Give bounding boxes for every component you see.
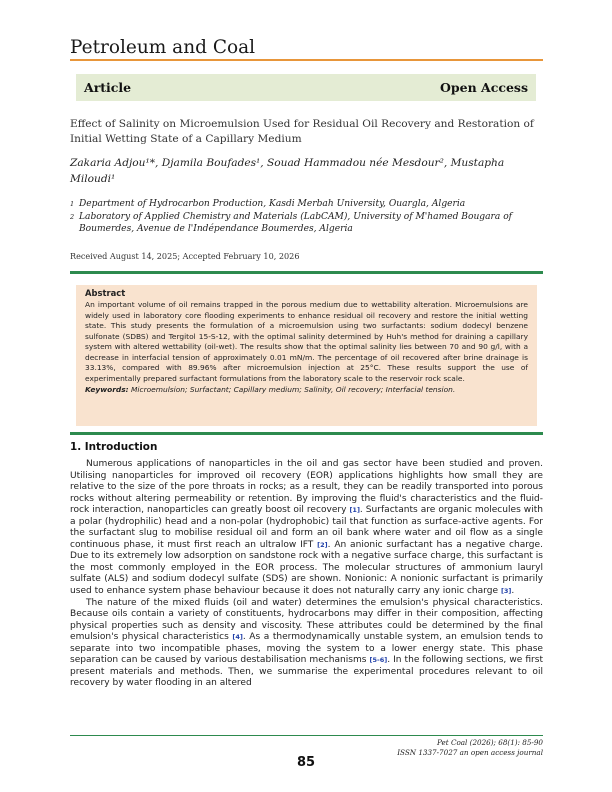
section-heading-introduction: 1. Introduction (70, 441, 158, 453)
paragraph: The nature of the mixed fluids (oil and water) determines the emulsion's physical characteristics. Because oils contain a variety of constituents, hydrocarbons may differ in their composition, affecting physical properties such as density and viscosity. These attributes could be determined by the final emulsion's physical characteristics [4]. As a thermodynamically unstable system, an emulsion tends to separate into two incompatible phases, moving the system to a lower energy state. This phase separation can be caused by various destabilisation mechanisms [5-6]. In the following sections, we first present materials and methods. Then, we summarise the experimental procedures relevant to oil recovery by water flooding in an altered (70, 597, 543, 689)
keywords (85, 385, 528, 396)
keywords-label: Keywords: (85, 385, 129, 394)
citation-ref[interactable]: [2] (317, 540, 328, 549)
affiliation-item (70, 211, 548, 236)
author-list: Zakaria Adjou¹*, Djamila Boufades¹, Souad Hammadou née Mesdour², Mustapha Miloudi¹ (70, 157, 505, 185)
header-rule (70, 59, 543, 61)
affiliations (70, 198, 548, 236)
journal-name: Petroleum and Coal (70, 37, 256, 58)
affiliation-number: 1 (70, 200, 75, 208)
introduction-body (70, 459, 543, 690)
abstract-heading: Abstract (85, 288, 126, 298)
paper-title: Effect of Salinity on Microemulsion Used for Residual Oil Recovery and Restoration of Initial Wetting State of a Capillary Medium (70, 118, 534, 145)
received-dates: Received August 14, 2025; Accepted February 10, 2026 (70, 251, 300, 261)
paragraph: Numerous applications of nanoparticles in the oil and gas sector have been studied and proven. Utilising nanoparticles for improved oil recovery (EOR) applications highlights how small they are relative to the size of the pore throats in rocks; as a result, they can be readily transported into porous rocks without altering permeability or retention. By improving the fluid's characteristics and the fluid-rock interaction, nanoparticles can greatly boost oil recovery [1]. Surfactants are organic molecules with a polar (hydrophilic) head and a non-polar (hydrophobic) tail that function as surface-active agents. For the surfactant slug to mobilise residual oil and form an oil bank where water and oil flow as a single continuous phase, it must first reach an ultralow IFT [2]. An anionic surfactant has a negative charge. Due to its extremely low adsorption on sandstone rock with a negative surface charge, this surfactant is the most commonly employed in the EOR process. The molecular structures of ammonium lauryl sulfate (ALS) and sodium dodecyl sulfate (SDS) are shown. Nonionic: A nonionic surfactant is primarily used to enhance system phase behaviour because it does not naturally carry any ionic charge [3]. (70, 459, 543, 597)
article-type-label: Article (84, 80, 132, 95)
journal-citation: Pet Coal (2026); 68(1): 85-90 (437, 738, 543, 747)
affiliation-text: Department of Hydrocarbon Production, Kasdi Merbah University, Ouargla, Algeria (79, 199, 466, 209)
citation-ref[interactable]: [4] (232, 633, 243, 642)
issn-line: ISSN 1337-7027 an open access journal (397, 747, 543, 757)
open-access-label: Open Access (440, 80, 528, 95)
citation-ref[interactable]: [1] (349, 506, 360, 515)
keywords-list: Microemulsion; Surfactant; Capillary medium; Salinity, Oil recovery; Interfacial tension. (131, 385, 456, 394)
affiliation-text: Laboratory of Applied Chemistry and Materials (LabCAM), University of M'hamed Bougara of Boumerdes, Avenue de l'Indépendance Boumerdes, Algeria (79, 211, 513, 235)
abstract-text: An important volume of oil remains trapped in the porous medium due to wettability alteration. Microemulsions are widely used in laboratory core flooding experiments to enhance residual oil recovery and restore the initial wetting state. This study presents the formulation of a microemulsion using two surfactants: sodium dodecyl benzene sulfonate (SDBS) and Tergitol 15-S-12, with the optimal salinity determined by Huh's method for draining a capillary system with altered wettability (oil-wet). The results show that the optimal salinity lies between 70 and 90 g/l, with a decrease in interfacial tension of approximately 0.01 mN/m. The percentage of oil recovered after brine drainage is 33.13%, compared with 89.96% after microemulsion injection at 25°C. These results support the use of experimentally prepared surfactant formulations from the laboratory scale to the reservoir rock scale. (85, 300, 528, 383)
affiliation-item (70, 198, 548, 211)
footer-rule (70, 735, 543, 736)
affiliation-number: 2 (70, 212, 75, 221)
citation-ref[interactable]: [5-6] (369, 656, 388, 665)
article-type-band (76, 74, 536, 101)
page-number: 85 (296, 755, 316, 770)
abstract-box (76, 285, 537, 426)
abstract-bottom-rule (70, 432, 543, 435)
abstract-top-rule (70, 271, 543, 274)
citation-ref[interactable]: [3] (500, 587, 512, 596)
